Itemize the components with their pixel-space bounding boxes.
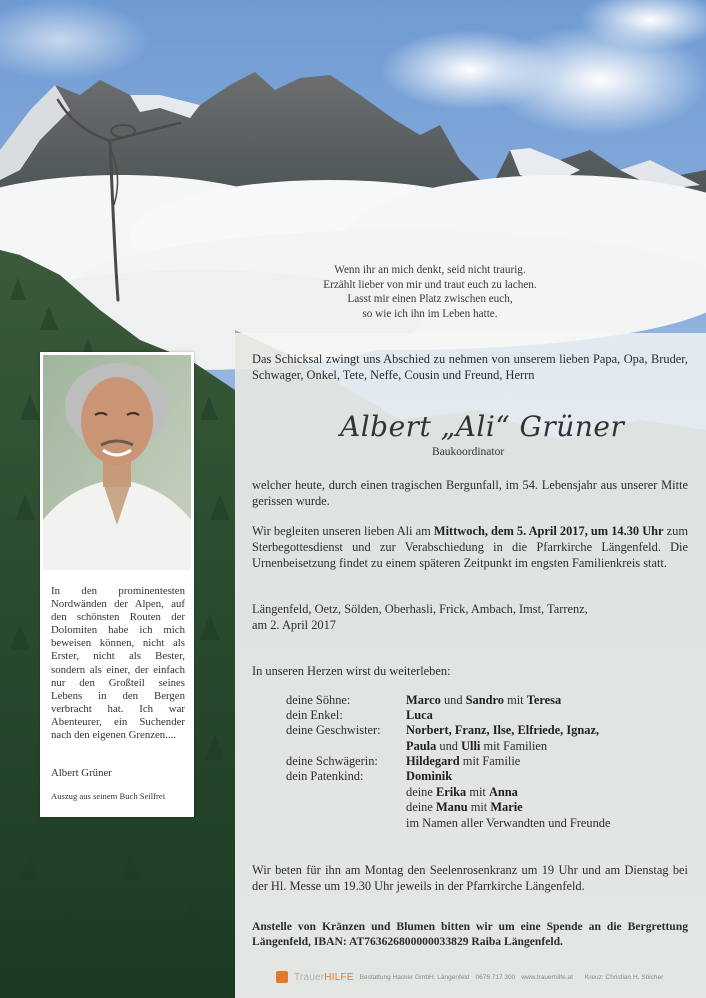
funeral-text-part: Wir begleiten unseren lieben Ali am xyxy=(252,524,434,538)
footer xyxy=(276,967,663,987)
family-connector: mit xyxy=(467,800,491,814)
funeral-date: Mittwoch, dem 5. April 2017, um 14.30 Uhr xyxy=(433,524,664,538)
family-label: deine Söhne: xyxy=(286,693,351,707)
family-value xyxy=(406,769,452,784)
family-value xyxy=(406,754,520,769)
family-name: Marie xyxy=(490,800,523,814)
footer-credit: Kreuz: Christian H. Sölcher xyxy=(584,973,664,981)
family-name: Norbert, Franz, Ilse, Elfriede, Ignaz, xyxy=(406,723,600,737)
family-name: Sandro xyxy=(465,693,504,707)
rosary-text: Wir beten für ihn am Montag den Seelenrosenkranz um 19 Uhr und am Dienstag bei der Hl. Messe um 19.30 Uhr jeweils in der Pfarrkirche Längenfeld. xyxy=(252,863,688,893)
family-name: Luca xyxy=(406,708,433,722)
footer-phone: 0676 717 300 xyxy=(475,973,516,981)
family-value xyxy=(406,708,433,723)
family-value xyxy=(406,785,518,800)
family-connector: mit Familie xyxy=(459,754,521,768)
family-name: Marco xyxy=(406,693,441,707)
footer-brand xyxy=(294,972,354,983)
poem-line: Erzählt lieber von mir und traut euch zu lachen. xyxy=(323,278,537,291)
family-connector: deine xyxy=(406,785,436,799)
trauerhilfe-logo-icon xyxy=(276,971,288,983)
hearts-line: In unseren Herzen wirst du weiterleben: xyxy=(252,664,451,678)
death-text: welcher heute, durch einen tragischen Bergunfall, im 54. Lebensjahr aus unserer Mitte gerissen wurde. xyxy=(252,478,688,508)
book-quote: In den prominentesten Nordwänden der Alpen, auf den schönsten Routen der Dolomiten habe ich mich beweisen können, nicht als Erster, nicht als Bester, sondern als einer, der einfach nur den Großteil seines Lebens in den Bergen verbracht hat. Ich war Abenteurer, ein Suchender nach den eigenen Grenzen.... xyxy=(51,585,185,742)
quote-author: Albert Grüner xyxy=(51,767,112,779)
deceased-name: Albert „Ali“ Grüner xyxy=(340,410,625,443)
family-label: dein Enkel: xyxy=(286,708,343,722)
donation-text: Anstelle von Kränzen und Blumen bitten wir um eine Spende an die Bergrettung Längenfeld, IBAN: AT763626800000033829 Raiba Längenfeld. xyxy=(252,920,688,948)
family-name: Dominik xyxy=(406,769,453,783)
family-name: Paula xyxy=(406,739,437,753)
quote-source: Auszug aus seinem Buch Seilfrei xyxy=(51,791,166,801)
intro-text: Das Schicksal zwingt uns Abschied zu nehmen von unserem lieben Papa, Opa, Bruder, Schwager, Onkel, Tete, Neffe, Cousin und Freund, Herrn xyxy=(252,352,688,382)
family-connector: mit xyxy=(504,693,527,707)
deceased-role: Baukoordinator xyxy=(432,446,505,458)
poem xyxy=(300,263,560,321)
family-value xyxy=(406,693,561,708)
family-label: deine Geschwister: xyxy=(286,723,381,737)
family-name: Hildegard xyxy=(406,754,460,768)
family-connector: und xyxy=(440,693,466,707)
funeral-text xyxy=(252,523,688,571)
brand-part: Trauer xyxy=(294,971,325,983)
places-text: Längenfeld, Oetz, Sölden, Oberhasli, Frick, Ambach, Imst, Tarrenz, xyxy=(252,602,588,616)
poem-line: Lasst mir einen Platz zwischen euch, xyxy=(347,293,513,306)
date-line: am 2. April 2017 xyxy=(252,618,336,632)
family-connector: mit xyxy=(466,785,489,799)
family-connector: mit Familien xyxy=(480,739,548,753)
footer-company: Bestattung Hacker GmbH, Längenfeld xyxy=(359,973,470,981)
family-value: im Namen aller Verwandten und Freunde xyxy=(406,816,611,830)
family-connector: und xyxy=(436,739,462,753)
footer-web[interactable]: www.trauerhilfe.at xyxy=(521,973,573,981)
family-name: Ulli xyxy=(461,739,481,753)
family-value xyxy=(406,723,599,738)
poem-line: so wie ich ihn im Leben hatte. xyxy=(362,307,498,320)
poem-line: Wenn ihr an mich denkt, seid nicht traurig. xyxy=(334,264,526,276)
funeral-text-part: zum Sterbegottesdienst und zur Verabschiedung in die Pfarrkirche Längenfeld. Die Urnenbeisetzung findet zu einem späteren Zeitpunkt im engsten Familienkreis statt. xyxy=(252,524,688,570)
family-label: deine Schwägerin: xyxy=(286,754,378,768)
family-label: dein Patenkind: xyxy=(286,769,364,783)
portrait-photo xyxy=(43,355,191,570)
crucifix-figure-logo xyxy=(48,95,188,305)
family-name: Erika xyxy=(435,785,467,799)
brand-part: HILFE xyxy=(324,971,354,983)
family-value xyxy=(406,800,523,815)
family-name: Teresa xyxy=(526,693,562,707)
family-name: Manu xyxy=(435,800,468,814)
family-value xyxy=(406,739,547,754)
family-name: Anna xyxy=(488,785,518,799)
family-connector: deine xyxy=(406,800,436,814)
